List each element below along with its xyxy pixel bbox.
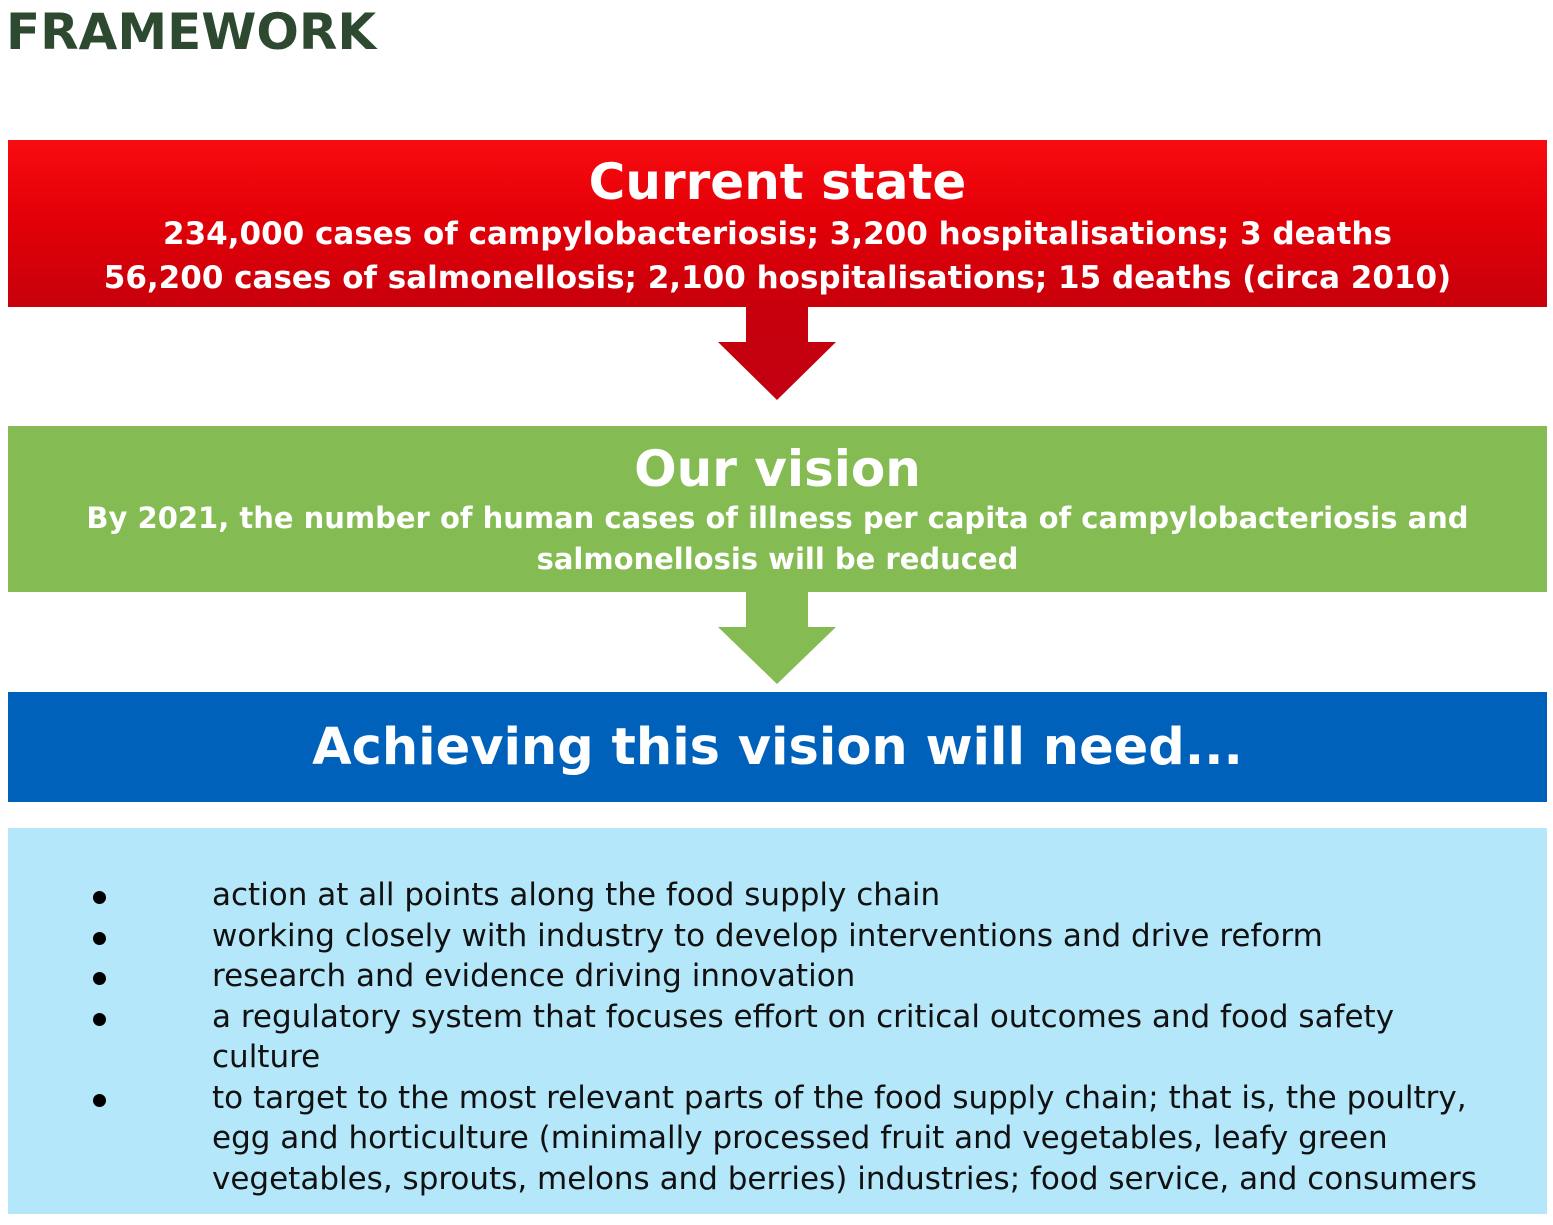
bullet-icon xyxy=(93,1094,106,1107)
current-state-line: 234,000 cases of campylobacteriosis; 3,200 hospitalisations; 3 deaths xyxy=(163,216,1392,252)
list-item xyxy=(8,956,1547,997)
vision-box xyxy=(8,426,1547,592)
list-item xyxy=(8,997,1547,1078)
list-item xyxy=(8,1078,1547,1200)
list-item-text: a regulatory system that focuses effort on critical outcomes and food safety culture xyxy=(212,998,1395,1075)
vision-line: salmonellosis will be reduced xyxy=(536,542,1019,576)
arrow-down-icon xyxy=(716,590,838,685)
achieving-box xyxy=(8,692,1547,802)
list-item-text: research and evidence driving innovation xyxy=(212,958,856,994)
bullet-icon xyxy=(93,932,106,945)
vision-title: Our vision xyxy=(634,440,921,498)
needs-list xyxy=(8,875,1547,1199)
page-title: FRAMEWORK xyxy=(6,3,377,61)
current-state-title: Current state xyxy=(588,153,967,211)
bullet-icon xyxy=(93,1013,106,1026)
list-item-text: to target to the most relevant parts of the food supply chain; that is, the poultry, egg and horticulture (minimally processed fruit and vegetables, leafy green vegetables, sprouts, melons and berries) industries; food service, and consumers xyxy=(212,1079,1477,1197)
list-item-text: working closely with industry to develop interventions and drive reform xyxy=(212,917,1323,954)
bullet-icon xyxy=(93,972,106,985)
current-state-box xyxy=(8,140,1547,307)
achieving-title: Achieving this vision will need... xyxy=(312,718,1243,777)
list-item xyxy=(8,875,1547,916)
bullet-icon xyxy=(93,891,106,904)
arrow-down-icon xyxy=(716,305,838,401)
list-item xyxy=(8,916,1547,957)
needs-panel xyxy=(8,828,1547,1214)
list-item-text: action at all points along the food supply chain xyxy=(212,877,941,913)
vision-line: By 2021, the number of human cases of illness per capita of campylobacteriosis and xyxy=(86,501,1469,535)
current-state-line: 56,200 cases of salmonellosis; 2,100 hospitalisations; 15 deaths (circa 2010) xyxy=(103,260,1452,296)
